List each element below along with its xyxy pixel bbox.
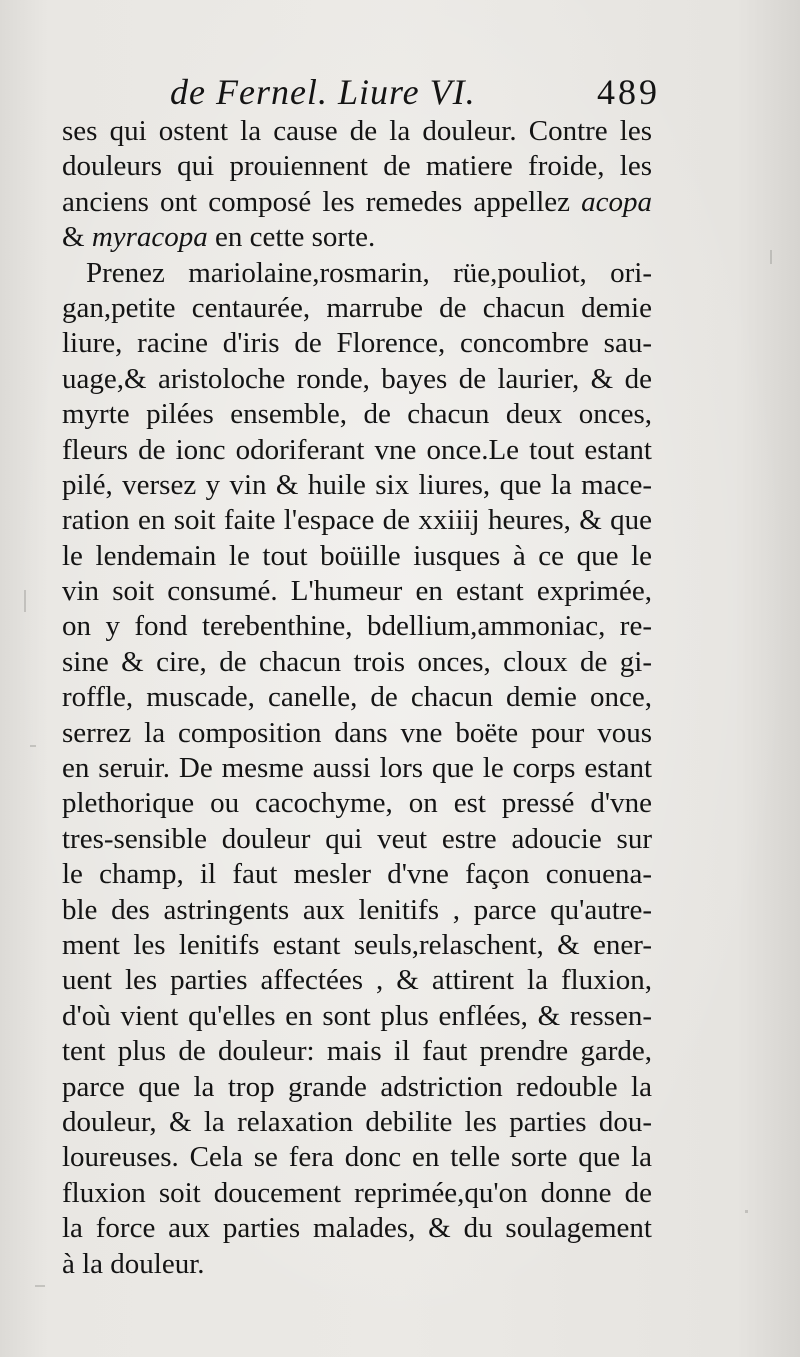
text-line: serrez la composition dans vne boëte pour vous	[62, 716, 652, 749]
running-title: de Fernel. Liure VI.	[170, 72, 476, 112]
text-line: en seruir. De mesme aussi lors que le corps estant	[62, 752, 652, 785]
text-line: plethorique ou cacochyme, on est pressé d'vne	[62, 787, 652, 820]
text-line: ses qui ostent la cause de la douleur. Contre les	[62, 115, 652, 147]
text-line: roffle, muscade, canelle, de chacun demie once,	[62, 681, 652, 714]
text-line: tres-sensible douleur qui veut estre adoucie sur	[62, 822, 652, 855]
paper-speck	[35, 1285, 45, 1287]
italic-term: myracopa	[91, 221, 208, 254]
text-line: tent plus de douleur: mais il faut prendre garde,	[62, 1035, 652, 1068]
text-line: le champ, il faut mesler d'vne façon conuena-	[62, 858, 652, 891]
page-number: 489	[597, 72, 660, 112]
paper-speck	[745, 1210, 748, 1213]
text-line: douleurs qui prouiennent de matiere froide, les	[62, 150, 652, 183]
text-line: loureuses. Cela se fera donc en telle sorte que la	[62, 1141, 652, 1174]
page-header	[170, 72, 660, 112]
text-line: uent les parties affectées , & attirent la fluxion,	[62, 964, 652, 997]
text-line: ration en soit faite l'espace de xxiiij heures, & que	[62, 504, 652, 537]
text-line: le lendemain le tout boüille iusques à ce que le	[62, 539, 652, 572]
text-line: & myracopa en cette sorte.	[62, 221, 376, 254]
text-line: myrte pilées ensemble, de chacun deux onces,	[62, 398, 652, 431]
text-line: Prenez mariolaine,rosmarin, rüe,pouliot, ori-	[86, 256, 652, 289]
text-line: sine & cire, de chacun trois onces, cloux de gi-	[62, 645, 652, 678]
text-line: on y fond terebenthine, bdellium,ammoniac, re-	[62, 610, 652, 643]
text-line: fleurs de ionc odoriferant vne once.Le tout estant	[62, 433, 652, 466]
text-line: à la douleur.	[62, 1247, 205, 1280]
paper-speck	[24, 590, 26, 612]
text-line: anciens ont composé les remedes appellez acopa	[62, 185, 652, 218]
text-line: la force aux parties malades, & du soulagement	[62, 1212, 652, 1245]
text-line: douleur, & la relaxation debilite les parties dou-	[62, 1105, 652, 1138]
body-text	[62, 114, 652, 1282]
italic-term: acopa	[581, 185, 652, 218]
text-line: gan,petite centaurée, marrube de chacun demie	[62, 291, 652, 324]
text-line: parce que la trop grande adstriction redouble la	[62, 1070, 652, 1103]
text-line: ble des astringents aux lenitifs , parce qu'autre-	[62, 893, 652, 926]
text-line: ment les lenitifs estant seuls,relaschent, & ener-	[62, 928, 652, 961]
paper-speck	[30, 745, 36, 747]
text-line: pilé, versez y vin & huile six liures, que la mace-	[62, 468, 652, 501]
text-line: liure, racine d'iris de Florence, concombre sau-	[62, 327, 652, 360]
text-line: vin soit consumé. L'humeur en estant exprimée,	[62, 575, 652, 608]
text-line: uage,& aristoloche ronde, bayes de laurier, & de	[62, 362, 652, 395]
paper-speck	[770, 250, 772, 264]
text-line: d'où vient qu'elles en sont plus enflées, & ressen-	[62, 999, 652, 1032]
text-line: fluxion soit doucement reprimée,qu'on donne de	[62, 1176, 652, 1209]
